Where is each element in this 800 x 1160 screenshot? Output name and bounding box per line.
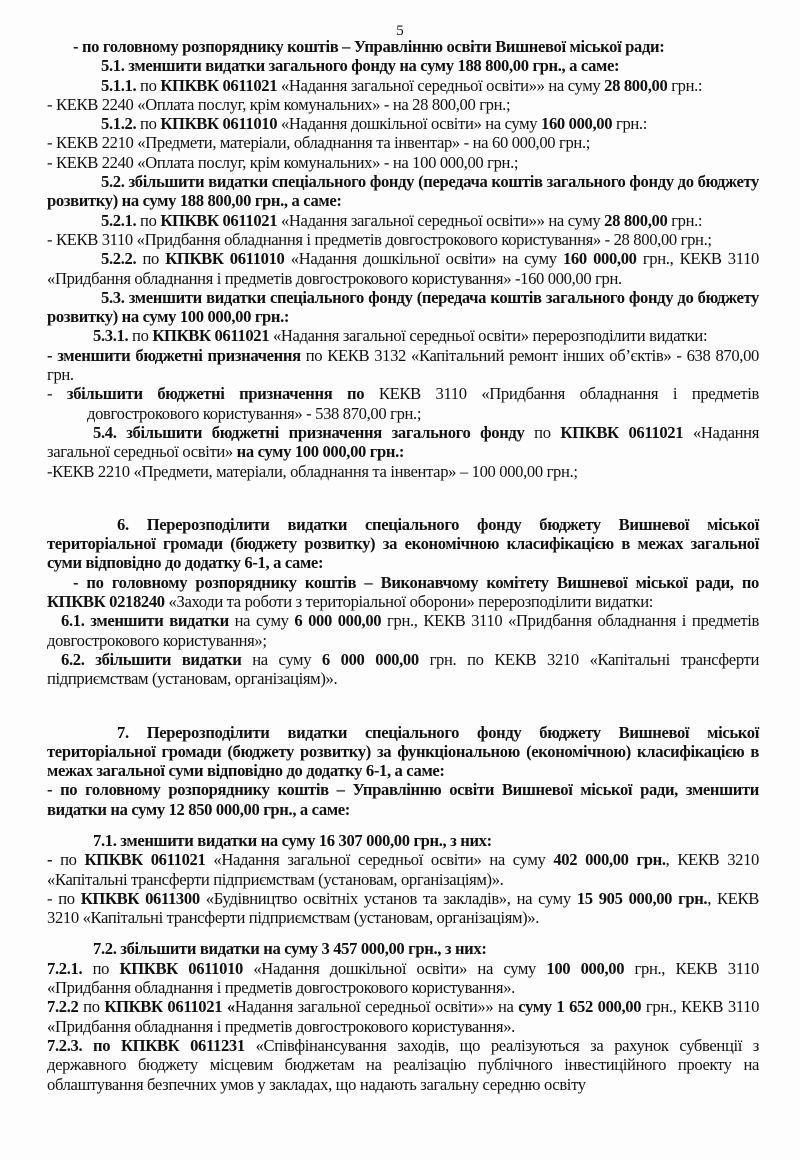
paragraph (47, 384, 759, 423)
paragraph-spacer (47, 927, 759, 939)
text: - КЕКВ 2210 «Предмети, матеріали, обладнання та інвентар» - на 60 000,00 грн.; (47, 133, 591, 153)
paragraph (47, 1036, 759, 1094)
bold-text: 28 800,00 (604, 210, 668, 230)
bold-text: КПКВК 0611021 (160, 210, 278, 230)
bold-text: 5.2. збільшити видатки спеціального фонду (передача коштів загального фонду до бюджету розвитку) на суму 188 800,00 грн., а саме: (47, 172, 759, 211)
text: грн.: (667, 75, 703, 95)
bold-text: 5.1. зменшити видатки загального фонду на суму 188 800,00 грн., а саме: (101, 56, 620, 76)
paragraph (47, 462, 759, 481)
bold-text: 160 000,00 (541, 114, 613, 134)
text: - (47, 384, 67, 404)
bold-text: 5.3. зменшити видатки спеціального фонду (передача коштів загального фонду до бюджету розвитку) на суму 100 000,00 грн.: (47, 287, 759, 327)
text: «Заходи та роботи з територіальної оборони» перерозподілити видатки: (164, 592, 654, 612)
paragraph (47, 230, 759, 249)
paragraph (47, 515, 759, 573)
paragraph (47, 326, 759, 345)
bold-text: - зменшити бюджетні призначення (47, 345, 301, 365)
paragraph (47, 611, 759, 650)
text: по (136, 249, 166, 269)
text: по (78, 997, 105, 1017)
paragraph-spacer (47, 819, 759, 831)
text: грн. по КЕКВ 3210 «Капітальні трансферти підприємствам (установам, організаціям)». (47, 649, 759, 689)
paragraph (47, 959, 759, 998)
bold-text: 7.2.3. по КПКВК 0611231 (47, 1035, 245, 1055)
paragraph (47, 573, 759, 612)
text: - КЕКВ 2240 «Оплата послуг, крім комунальних» - на 28 800,00 грн.; (47, 94, 511, 114)
text: по (524, 422, 561, 442)
bold-text: 402 000,00 грн. (553, 850, 666, 870)
text: по (136, 210, 161, 230)
bold-text: 5.2.1. (101, 210, 137, 230)
bold-text: 6.1. зменшити видатки (61, 611, 229, 631)
bold-text: 5.1.1. (101, 75, 137, 95)
bold-text: - по головному розпоряднику коштів – Управлінню освіти Вишневої міської ради: (73, 37, 665, 56)
document-body (47, 37, 759, 1094)
paragraph (47, 939, 759, 958)
bold-text: збільшити бюджетні призначення по (66, 384, 365, 404)
text: - КЕКВ 2240 «Оплата послуг, крім комунальних» - на 100 000,00 грн.; (47, 152, 519, 172)
bold-text: 6 000 000,00 (294, 611, 382, 631)
bold-text: КПКВК 0611021 (560, 422, 684, 442)
paragraph (47, 133, 759, 152)
paragraph (47, 889, 759, 928)
bold-text: 160 000,00 (562, 249, 637, 269)
paragraph (47, 423, 759, 462)
text: по КЕКВ 3132 «Капітальний ремонт інших об’єктів» - 638 870,00 грн. (47, 345, 759, 385)
bold-text: 15 905 000,00 грн. (576, 888, 708, 908)
bold-text: 6 000 000,00 (321, 649, 419, 669)
paragraph (47, 37, 759, 56)
text: «Надання загальної середньої освіти»» на суму (277, 210, 605, 230)
bold-text: 100 000,00 (546, 958, 625, 978)
bold-text: 28 800,00 (604, 75, 668, 95)
text: КЕКВ 3110 «Придбання обладнання і предметів довгострокового користування» - 538 870,00 грн.; (87, 384, 759, 423)
bold-text: 7.2. збільшити видатки на суму 3 457 000,00 грн., з них: (93, 939, 487, 959)
text: «Надання дошкільної освіти» на суму (277, 114, 542, 134)
bold-text: 5.4. збільшити бюджетні призначення загального фонду (93, 422, 525, 442)
bold-text: КПКВК 0611010 (119, 958, 243, 978)
paragraph-spacer (47, 481, 759, 515)
text: грн.: (667, 210, 703, 230)
bold-text: суму 1 652 000,00 (518, 997, 642, 1017)
paragraph (47, 346, 759, 385)
paragraph (47, 249, 759, 288)
paragraph (47, 780, 759, 819)
paragraph (47, 288, 759, 327)
text: грн., КЕКВ 3110 «Придбання обладнання і предметів довгострокового користування». (47, 958, 759, 998)
paragraph (47, 76, 759, 95)
text: по (128, 326, 153, 346)
paragraph (47, 172, 759, 211)
bold-text: - по головному розпоряднику коштів – Виконавчому комітету Вишневої міської ради, по КПКВК 0218240 (47, 572, 759, 612)
bold-text: 5.3.1. (93, 326, 129, 346)
text: грн., КЕКВ 3110 «Придбання обладнання і предметів довгострокового користування» -160 000,00 грн. (47, 249, 759, 288)
text: грн.: (612, 114, 647, 134)
text: «Співфінансування заходів, що реалізуються за рахунок субвенції з державного бюджету місцевим бюджетам на реалізацію публічного інвестиційного проекту на облаштування безпечних умов у закладах, що надають загальну середню освіту (47, 1035, 759, 1094)
paragraph (47, 650, 759, 689)
paragraph (47, 114, 759, 133)
text: - КЕКВ 3110 «Придбання обладнання і предметів довгострокового користування» - 28 800,00 грн.; (47, 229, 712, 249)
bold-text: - (47, 850, 53, 870)
paragraph-spacer (47, 689, 759, 723)
bold-text: КПКВК 0611021 (152, 326, 270, 346)
paragraph (47, 95, 759, 114)
bold-text: 5.2.2. (101, 249, 137, 269)
paragraph (47, 153, 759, 172)
bold-text: 7.2.2 (47, 997, 79, 1017)
page-number: 5 (396, 23, 404, 39)
text: на суму (228, 611, 295, 631)
text: «Надання дошкільної освіти» на суму (242, 958, 547, 978)
bold-text: 6.2. збільшити видатки (61, 649, 242, 669)
bold-text: - по головному розпоряднику коштів – Управлінню освіти Вишневої міської ради, зменшити видатки на суму 12 850 000,00 грн., а саме: (47, 780, 759, 819)
text: , КЕКВ 3210 «Капітальні трансферти підприємствам (установам, організаціям)». (47, 850, 759, 889)
text: -КЕКВ 2210 «Предмети, матеріали, обладнання та інвентар» – 100 000,00 грн.; (47, 461, 578, 481)
bold-text: КПКВК 0611021 (160, 75, 278, 95)
bold-text: на суму 100 000,00 грн.: (232, 442, 405, 462)
text: Надання загальної середньої освіти»» на (234, 997, 519, 1017)
paragraph (47, 56, 759, 75)
text: , КЕКВ 3210 «Капітальні трансферти підприємствам (установам, організаціям)». (47, 888, 759, 928)
bold-text: 7.2.1. (47, 958, 83, 978)
text: на суму (241, 649, 322, 669)
text: грн., КЕКВ 3110 «Придбання обладнання і предметів довгострокового користування». (47, 997, 760, 1036)
bold-text: КПКВК 0611010 (165, 249, 285, 269)
paragraph (47, 850, 759, 889)
bold-text: КПКВК 0611021 « (104, 997, 235, 1017)
text: «Надання загальної середньої освіти» (47, 422, 759, 462)
paragraph (47, 211, 759, 230)
text: по (136, 75, 161, 95)
text: по (52, 850, 85, 870)
text: - по (47, 888, 81, 908)
bold-text: 7.1. зменшити видатки на суму 16 307 000,00 грн., з них: (93, 830, 492, 850)
text: по (82, 958, 120, 978)
bold-text: 5.1.2. (101, 114, 137, 134)
text: «Надання загальної середньої освіти» перерозподілити видатки: (269, 326, 708, 346)
paragraph (47, 997, 759, 1036)
bold-text: КПКВК 0611300 (80, 888, 200, 908)
text: «Надання загальної середньої освіти»» на суму (277, 75, 605, 95)
paragraph (47, 831, 759, 850)
text: грн., КЕКВ 3110 «Придбання обладнання і предметів довгострокового користування»; (47, 611, 760, 650)
bold-text: КПКВК 0611010 (160, 114, 278, 134)
paragraph (47, 723, 759, 781)
text: «Надання дошкільної освіти» на суму (284, 249, 563, 269)
bold-text: 7. Перерозподілити видатки спеціального фонду бюджету Вишневої міської територіальної громади (бюджету розвитку) за функціональною (економічною) класифікацією в межах загальної суми відповідно до додатку 6-1, а саме: (47, 722, 759, 781)
text: по (136, 114, 161, 134)
text: «Будівництво освітніх установ та закладів», на суму (199, 888, 577, 908)
bold-text: 6. Перерозподілити видатки спеціального фонду бюджету Вишневої міської територіальної громади (бюджету розвитку) за економічною класифікацією в межах загальної суми відповідно до додатку 6-1, а саме: (47, 514, 759, 573)
text: «Надання загальної середньої освіти» на суму (205, 850, 554, 870)
bold-text: КПКВК 0611021 (84, 850, 206, 870)
